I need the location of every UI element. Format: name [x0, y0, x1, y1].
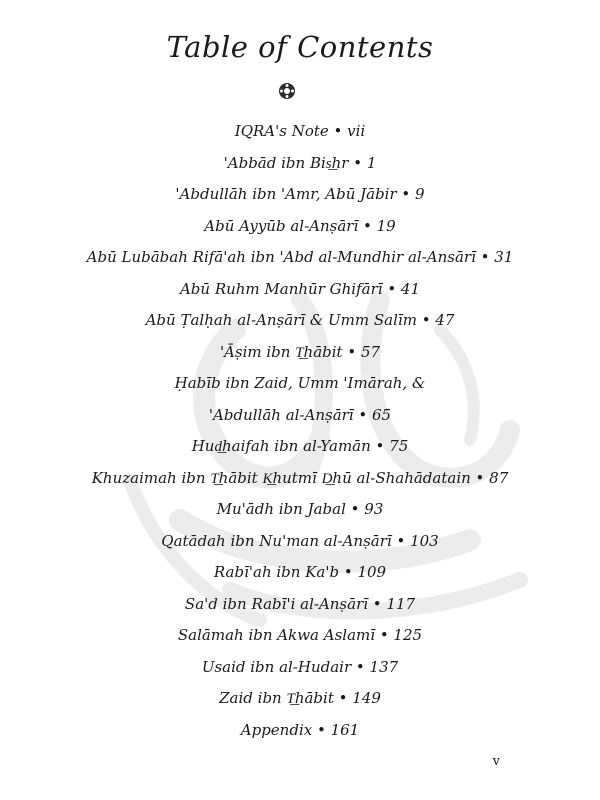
toc-list: [0, 116, 600, 746]
toc-entry: Ḥabīb ibn Zaid, Umm 'Imārah, &: [174, 374, 426, 392]
toc-entry: IQRA's Note • vii: [234, 122, 366, 140]
floral-ornament-icon: [278, 82, 296, 100]
toc-entry: 'Abbād ibn Bis͟hr • 1: [223, 153, 377, 172]
page-title: Table of Contents: [166, 30, 434, 64]
toc-entry: Zaid ibn T͟hābit • 149: [219, 689, 381, 707]
toc-entry: Abū Lubābah Rifā'ah ibn 'Abd al-Mundhir al-Ansārī • 31: [86, 248, 514, 266]
toc-entry: Appendix • 161: [240, 720, 360, 739]
toc-entry: Khuzaimah ibn T͟hābit K͟hutmī D͟hū al-Shahādatain • 87: [91, 468, 509, 487]
toc-entry: Usaid ibn al-Hudair • 137: [201, 657, 399, 676]
toc-entry: 'Āṣim ibn T͟hābit • 57: [219, 342, 381, 361]
toc-entry: Rabī'ah ibn Ka'b • 109: [213, 563, 387, 581]
toc-entry: Qatādah ibn Nu'man al-Anṣārī • 103: [161, 531, 439, 550]
page-number: v: [492, 754, 500, 769]
toc-entry: Mu'ādh ibn Jabal • 93: [216, 500, 384, 518]
toc-entry: Hud͟haifah ibn al-Yamān • 75: [191, 437, 409, 455]
toc-entry: 'Abdullāh al-Anṣārī • 65: [208, 405, 392, 424]
toc-entry: Sa'd ibn Rabī'i al-Anṣārī • 117: [184, 594, 416, 613]
toc-entry: 'Abdullāh ibn 'Amr, Abū Jābir • 9: [175, 185, 425, 203]
toc-entry: Abū Ayyūb al-Anṣārī • 19: [204, 216, 396, 235]
toc-entry: Salāmah ibn Akwa Aslamī • 125: [177, 626, 423, 644]
toc-entry: Abū Ṭalḥah al-Anṣārī & Umm Salīm • 47: [145, 311, 455, 329]
toc-entry: Abū Ruhm Manhūr Ghifārī • 41: [179, 279, 421, 298]
